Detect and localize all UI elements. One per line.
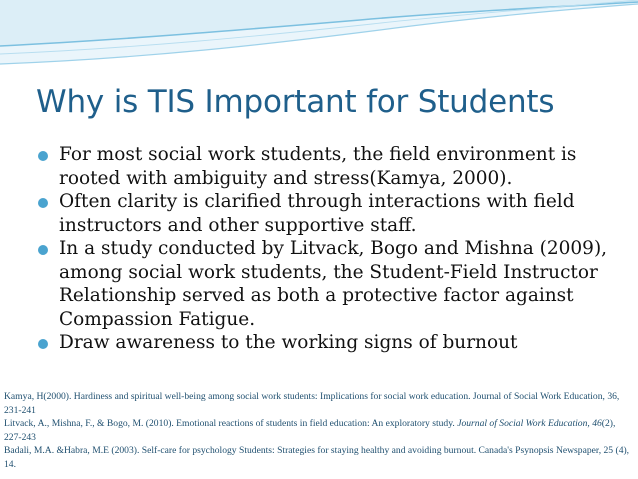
reference-journal: Journal of Social Work Education, 46 bbox=[457, 418, 602, 430]
bullet-text: For most social work students, the field environment is rooted with ambiguity and stress(Kamya, 2000). bbox=[59, 144, 577, 189]
bullet-dot-icon bbox=[38, 198, 48, 208]
bullet-list bbox=[38, 143, 613, 355]
reference-item bbox=[4, 390, 634, 417]
bullet-item bbox=[38, 143, 613, 190]
bullet-dot-icon bbox=[38, 339, 48, 349]
header-wave-decoration bbox=[0, 0, 638, 90]
bullet-text: In a study conducted by Litvack, Bogo and Mishna (2009), among social work students, the Student-Field Instructor Relationship served as both a protective factor against Compassion Fatigue. bbox=[59, 238, 608, 330]
bullet-text: Often clarity is clarified through interactions with field instructors and other supportive staff. bbox=[59, 191, 575, 236]
reference-text: Kamya, H(2000). Hardiness and spiritual well-being among social work students: Implications for social work education. Journal of Social Work Education, 36, 231-241 bbox=[4, 391, 620, 416]
slide-title: Why is TIS Important for Students bbox=[36, 84, 555, 120]
bullet-item bbox=[38, 190, 613, 237]
bullet-item bbox=[38, 331, 613, 355]
reference-text: Litvack, A., Mishna, F., & Bogo, M. (2010). Emotional reactions of students in field education: An exploratory study. bbox=[4, 418, 458, 430]
reference-item bbox=[4, 444, 634, 471]
bullet-text: Draw awareness to the working signs of burnout bbox=[59, 332, 518, 353]
reference-text-end: (2), 227-243 bbox=[4, 418, 616, 443]
reference-text: Badali, M.A. &Habra, M.E (2003). Self-care for psychology Students: Strategies for staying healthy and avoiding burnout. Canada's Psynopsis Newspaper, 25 (4), 14. bbox=[4, 445, 630, 470]
bullet-dot-icon bbox=[38, 151, 48, 161]
bullet-dot-icon bbox=[38, 245, 48, 255]
references bbox=[4, 390, 634, 472]
bullet-item bbox=[38, 237, 613, 331]
reference-item bbox=[4, 417, 634, 444]
